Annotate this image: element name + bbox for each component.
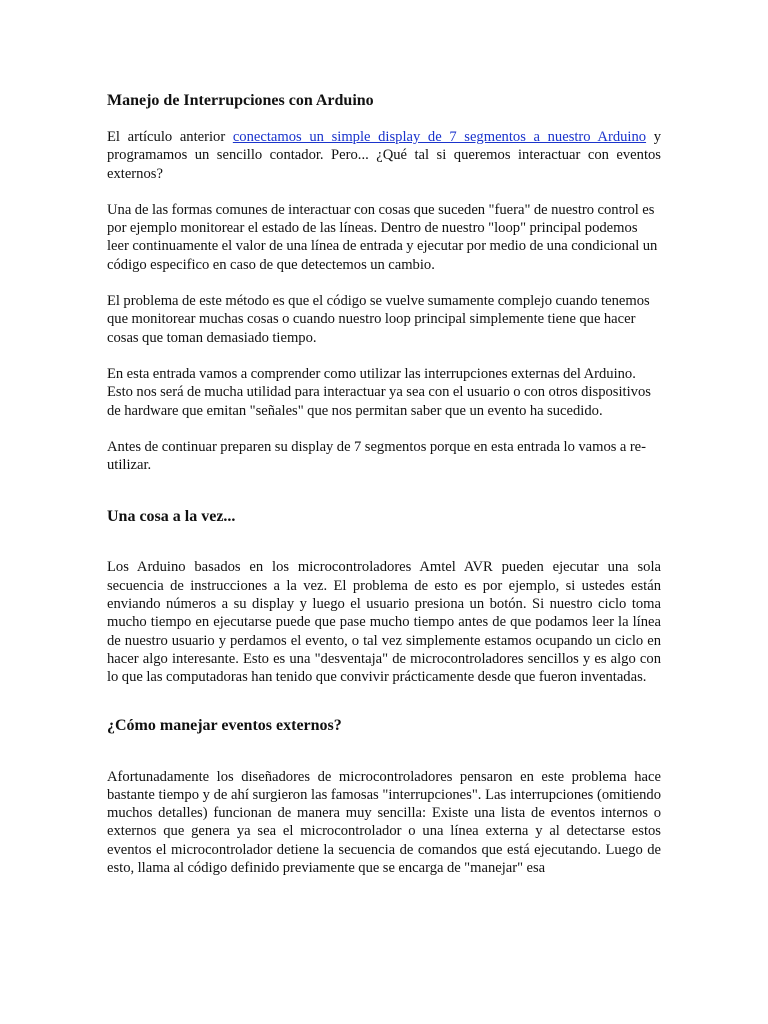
- previous-article-link[interactable]: conectamos un simple display de 7 segmentos a nuestro Arduino: [232, 129, 647, 145]
- document-title: Manejo de Interrupciones con Arduino: [107, 92, 374, 109]
- paragraph-display-reuse: Antes de continuar preparen su display de 7 segmentos porque en esta entrada lo vamos a re-utilizar.: [107, 438, 647, 474]
- paragraph-one-thing: Los Arduino basados en los microcontroladores Amtel AVR pueden ejecutar una sola secuencia de instrucciones a la vez. El problema de esto es por ejemplo, si ustedes están enviando números a su display y luego el usuario presiona un botón. Si nuestro ciclo toma mucho tiempo en ejecutarse puede que pase mucho tiempo antes de que podamos leer la línea de nuestro usuario y perdamos el evento, o tal vez simplemente estamos ocupando un ciclo en hacer algo interesante. Esto es una "desventaja" de microcontroladores sencillos y es algo con lo que las computadoras han tenido que convivir prácticamente desde que fueron inventadas.: [107, 559, 661, 686]
- paragraph-problem: El problema de este método es que el código se vuelve sumamente complejo cuando tenemos que monitorear muchas cosas o cuando nuestro loop principal simplemente tiene que hacer cosas que toman demasiado tiempo.: [107, 293, 650, 346]
- paragraph-external-events: Afortunadamente los diseñadores de microcontroladores pensaron en este problema hace bastante tiempo y de ahí surgieron las famosas "interrupciones". Las interrupciones (omitiendo muchos detalles) funcionan de manera muy sencilla: Existe una lista de eventos internos o externos que genera ya sea el microcontrolador o una línea externa y al detectarse estos eventos el microcontrolador detiene la secuencia de comandos que está ejecutando. Luego de esto, llama al código definido previamente que se encarga de "manejar" esa: [107, 768, 661, 877]
- intro-text-before-link: El artículo anterior: [107, 129, 233, 145]
- intro-paragraph: [107, 128, 661, 183]
- section-heading-external-events: ¿Cómo manejar eventos externos?: [107, 716, 342, 734]
- section-heading-one-thing: Una cosa a la vez...: [107, 508, 236, 526]
- paragraph-interrupts-intro: En esta entrada vamos a comprender como utilizar las interrupciones externas del Arduino. Esto nos será de mucha utilidad para interactuar ya sea con el usuario o con otros dispositivos de hardware que emitan "señales" que nos permitan saber que un evento ha sucedido.: [107, 365, 651, 419]
- intro-text-after-link: y programamos un sencillo contador. Pero... ¿Qué tal si queremos interactuar con eventos externos?: [107, 129, 661, 182]
- document-page: [107, 90, 661, 877]
- paragraph-monitoring: Una de las formas comunes de interactuar con cosas que suceden "fuera" de nuestro control es por ejemplo monitorear el estado de las líneas. Dentro de nuestro "loop" principal podemos leer continuamente el valor de una línea de entrada y ejecutar por medio de una condicional un código especifico en caso de que detectemos un cambio.: [107, 201, 658, 273]
